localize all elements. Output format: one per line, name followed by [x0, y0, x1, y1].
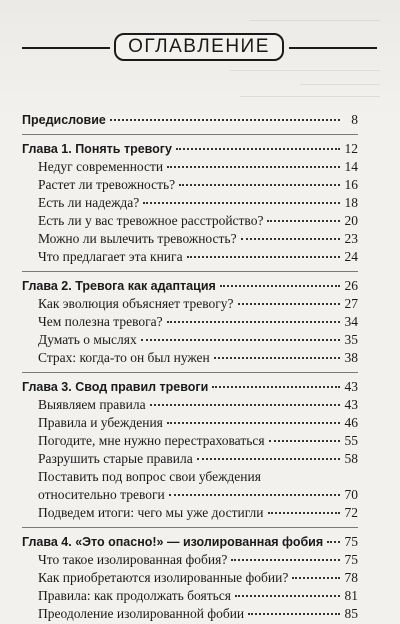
toc-entry[interactable] [22, 570, 358, 588]
leader-dots [197, 458, 340, 460]
entry-page: 46 [344, 415, 358, 430]
entry-page: 8 [351, 112, 358, 127]
entry-title: Подведем итоги: чего мы уже достигли [38, 505, 264, 520]
entry-title: Правила: как продолжать бояться [38, 588, 231, 603]
entry-title: Можно ли вылечить тревожность? [38, 231, 237, 246]
toc-entry[interactable] [22, 552, 358, 570]
toc-chapter-3[interactable] [22, 379, 358, 397]
leader-dots [327, 541, 340, 543]
entry-page: 20 [344, 213, 358, 228]
entry-title: Что такое изолированная фобия? [38, 552, 228, 567]
entry-title: Страх: когда-то он был нужен [38, 350, 210, 365]
entry-title: Как приобретаются изолированные фобии? [38, 570, 289, 585]
leader-dots [143, 202, 340, 204]
toc-entry[interactable] [22, 469, 358, 487]
chapter-page: 43 [344, 379, 358, 394]
leader-dots [167, 166, 340, 168]
chapter-title: Глава 4. «Это опасно!» — изолированная фобия [22, 535, 324, 549]
leader-dots [110, 119, 340, 121]
leader-dots [235, 595, 340, 597]
toc-entry[interactable] [22, 606, 358, 624]
entry-page: 70 [344, 487, 358, 502]
leader-dots [292, 577, 340, 579]
toc-header [22, 33, 377, 63]
entry-title: Выявляем правила [38, 397, 146, 412]
entry-title: Недуг современности [38, 159, 164, 174]
entry-page: 81 [344, 588, 358, 603]
leader-dots [231, 559, 340, 561]
leader-dots [267, 220, 340, 222]
leader-dots [167, 422, 340, 424]
separator [22, 372, 358, 373]
entry-page: 85 [344, 606, 358, 621]
entry-page: 24 [344, 249, 358, 264]
chapter-title: Глава 3. Свод правил тревоги [22, 380, 209, 394]
entry-page: 43 [344, 397, 358, 412]
page-title: ОГЛАВЛЕНИЕ [128, 36, 270, 57]
leader-dots [248, 613, 340, 615]
toc-entry[interactable] [22, 195, 358, 213]
toc-entry[interactable] [22, 177, 358, 195]
toc-entry[interactable] [22, 350, 358, 368]
entry-title: Есть ли у вас тревожное расстройство? [38, 213, 264, 228]
separator [22, 271, 358, 272]
entry-page: 78 [344, 570, 358, 585]
separator [22, 527, 358, 528]
entry-page: 27 [344, 296, 358, 311]
chapter-page: 12 [344, 141, 358, 156]
entry-page: 35 [344, 332, 358, 347]
entry-page: 16 [344, 177, 358, 192]
toc-entry[interactable] [22, 231, 358, 249]
entry-page: 55 [344, 433, 358, 448]
leader-dots [141, 339, 340, 341]
chapter-title: Глава 2. Тревога как адаптация [22, 279, 216, 293]
entry-title: Погодите, мне нужно перестраховаться [38, 433, 265, 448]
leader-dots [269, 440, 340, 442]
leader-dots [187, 256, 340, 258]
leader-dots [238, 303, 340, 305]
table-of-contents [22, 112, 358, 624]
toc-entry[interactable] [22, 159, 358, 177]
entry-page: 58 [344, 451, 358, 466]
entry-page: 72 [344, 505, 358, 520]
leader-dots [220, 285, 340, 287]
toc-chapter-4[interactable] [22, 534, 358, 552]
header-rule-right [289, 47, 377, 49]
entry-title: Думать о мыслях [38, 332, 137, 347]
entry-page: 75 [344, 552, 358, 567]
toc-entry[interactable] [22, 433, 358, 451]
toc-entry[interactable] [22, 296, 358, 314]
leader-dots [268, 512, 340, 514]
chapter-page: 26 [344, 278, 358, 293]
toc-entry[interactable] [22, 415, 358, 433]
toc-entry[interactable] [22, 588, 358, 606]
leader-dots [214, 357, 340, 359]
chapter-page: 75 [344, 534, 358, 549]
entry-title: Есть ли надежда? [38, 195, 140, 210]
entry-title: Растет ли тревожность? [38, 177, 176, 192]
toc-entry-continuation[interactable] [22, 487, 358, 505]
entry-title: Что предлагает эта книга [38, 249, 183, 264]
leader-dots [167, 321, 340, 323]
leader-dots [150, 404, 340, 406]
entry-title: Правила и убеждения [38, 415, 163, 430]
toc-entry[interactable] [22, 314, 358, 332]
entry-page: 34 [344, 314, 358, 329]
toc-entry[interactable] [22, 332, 358, 350]
separator [22, 134, 358, 135]
header-title-box [114, 33, 284, 61]
entry-title: Поставить под вопрос свои убеждения [38, 469, 261, 484]
entry-page: 38 [344, 350, 358, 365]
toc-chapter-2[interactable] [22, 278, 358, 296]
entry-page: 18 [344, 195, 358, 210]
toc-entry[interactable] [22, 451, 358, 469]
entry-title: Предисловие [22, 113, 106, 127]
leader-dots [241, 238, 340, 240]
leader-dots [169, 494, 340, 496]
entry-title-continuation: относительно тревоги [38, 487, 165, 502]
entry-title: Как эволюция объясняет тревогу? [38, 296, 234, 311]
leader-dots [179, 184, 340, 186]
toc-entry[interactable] [22, 505, 358, 523]
toc-entry[interactable] [22, 397, 358, 415]
leader-dots [176, 148, 340, 150]
entry-page: 23 [344, 231, 358, 246]
toc-entry-preface[interactable] [22, 112, 358, 130]
entry-page: 14 [344, 159, 358, 174]
entry-title: Преодоление изолированной фобии [38, 606, 245, 621]
leader-dots [212, 386, 340, 388]
entry-title: Разрушить старые правила [38, 451, 193, 466]
toc-entry[interactable] [22, 213, 358, 231]
chapter-title: Глава 1. Понять тревогу [22, 142, 172, 156]
toc-entry[interactable] [22, 249, 358, 267]
header-rule-left [22, 47, 110, 49]
entry-title: Чем полезна тревога? [38, 314, 163, 329]
toc-chapter-1[interactable] [22, 141, 358, 159]
